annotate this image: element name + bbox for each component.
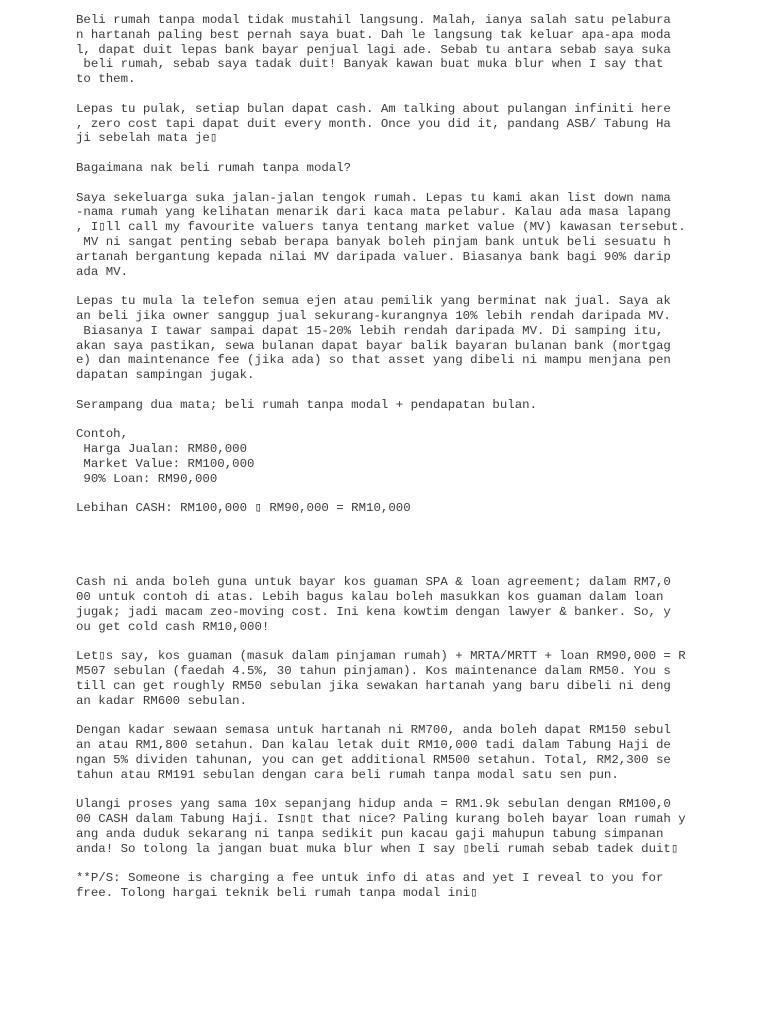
text-line: -nama rumah yang kelihatan menarik dari kaca mata pelabur. Kalau ada masa lapang <box>76 205 671 220</box>
text-line: 00 untuk contoh di atas. Lebih bagus kalau boleh masukkan kos guaman dalam loan <box>76 590 664 605</box>
text-line: Ulangi proses yang sama 10x sepanjang hidup anda = RM1.9k sebulan dengan RM100,0 <box>76 797 671 812</box>
text-line: Bagaimana nak beli rumah tanpa modal? <box>76 160 352 175</box>
document-body <box>76 13 696 916</box>
text-line: ou get cold cash RM10,000! <box>76 619 270 634</box>
text-line: M507 sebulan (faedah 4.5%, 30 tahun pinjaman). Kos maintenance dalam RM50. You s <box>76 664 671 679</box>
text-line: l, dapat duit lepas bank bayar penjual lagi ade. Sebab tu antara sebab saya suka <box>76 42 671 57</box>
text-line: **P/S: Someone is charging a fee untuk info di atas and yet I reveal to you for <box>76 871 664 886</box>
text-line: beli rumah, sebab saya tadak duit! Banyak kawan buat muka blur when I say that <box>76 57 664 72</box>
paragraph-ps <box>76 871 696 901</box>
text-line: , zero cost tapi dapat duit every month. Once you did it, pandang ASB/ Tabung Ha <box>76 116 671 131</box>
text-line: Beli rumah tanpa modal tidak mustahil langsung. Malah, ianya salah satu pelabura <box>76 13 671 27</box>
text-line: MV ni sangat penting sebab berapa banyak boleh pinjam bank untuk beli sesuatu h <box>76 234 671 249</box>
paragraph-example <box>76 427 696 486</box>
paragraph-valuers <box>76 191 696 280</box>
paragraph-excess-cash <box>76 501 696 516</box>
text-line: to them. <box>76 72 136 87</box>
text-line: Saya sekeluarga suka jalan-jalan tengok rumah. Lepas tu kami akan list down nama <box>76 190 671 205</box>
text-line: , I▯ll call my favourite valuers tanya tentang market value (MV) kawasan tersebut. <box>76 220 686 235</box>
text-line: an kadar RM600 sebulan. <box>76 693 248 708</box>
text-line: jugak; jadi macam zeo-moving cost. Ini kena kowtim dengan lawyer & banker. So, y <box>76 604 671 619</box>
text-line: an beli jika owner sanggup jual sekurang-kurangnya 10% lebih rendah daripada MV. <box>76 308 671 323</box>
text-line: ada MV. <box>76 264 129 279</box>
text-line: an atau RM1,800 setahun. Dan kalau letak duit RM10,000 tadi dalam Tabung Haji de <box>76 738 671 753</box>
text-line: 90% Loan: RM90,000 <box>76 471 218 486</box>
text-line: e) dan maintenance fee (jika ada) so that asset yang dibeli ni mampu menjana pen <box>76 353 671 368</box>
text-line: tahun atau RM191 sebulan dengan cara beli rumah tanpa modal satu sen pun. <box>76 767 619 782</box>
paragraph-intro <box>76 13 696 87</box>
paragraph-two-birds <box>76 398 696 413</box>
paragraph-installment <box>76 649 696 708</box>
text-line: Market Value: RM100,000 <box>76 456 255 471</box>
text-line: Lepas tu pulak, setiap bulan dapat cash. Am talking about pulangan infiniti here <box>76 101 671 116</box>
text-line: Contoh, <box>76 427 129 442</box>
text-line: Dengan kadar sewaan semasa untuk hartanah ni RM700, anda boleh dapat RM150 sebul <box>76 723 671 738</box>
text-line: ngan 5% dividen tahunan, you can get additional RM500 setahun. Total, RM2,300 se <box>76 752 671 767</box>
paragraph-rental <box>76 723 696 782</box>
text-line: dapatan sampingan jugak. <box>76 368 255 383</box>
text-line: till can get roughly RM50 sebulan jika sewakan hartanah yang baru dibeli ni deng <box>76 678 671 693</box>
text-line: Let▯s say, kos guaman (masuk dalam pinjaman rumah) + MRTA/MRTT + loan RM90,000 = R <box>76 649 686 664</box>
blank-space <box>76 531 696 575</box>
paragraph-legal-fees <box>76 575 696 634</box>
text-line: ang anda duduk sekarang ni tanpa sedikit pun kacau gaji mahupun tabung simpanan <box>76 826 664 841</box>
text-line: Harga Jualan: RM80,000 <box>76 442 248 457</box>
text-line: ji sebelah mata je▯ <box>76 131 218 146</box>
text-line: Lepas tu mula la telefon semua ejen atau pemilik yang berminat nak jual. Saya ak <box>76 294 671 309</box>
paragraph-question <box>76 161 696 176</box>
text-line: Lebihan CASH: RM100,000 ▯ RM90,000 = RM10,000 <box>76 501 411 516</box>
text-line: anda! So tolong la jangan buat muka blur when I say ▯beli rumah sebab tadek duit▯ <box>76 841 679 856</box>
text-line: Cash ni anda boleh guna untuk bayar kos guaman SPA & loan agreement; dalam RM7,0 <box>76 575 671 590</box>
text-line: Serampang dua mata; beli rumah tanpa modal + pendapatan bulan. <box>76 397 538 412</box>
text-line: 00 CASH dalam Tabung Haji. Isn▯t that nice? Paling kurang boleh bayar loan rumah y <box>76 812 686 827</box>
paragraph-monthly-cash <box>76 102 696 146</box>
text-line: artanah bergantung kepada nilai MV daripada valuer. Biasanya bank bagi 90% darip <box>76 249 671 264</box>
paragraph-repeat <box>76 797 696 856</box>
paragraph-agents <box>76 294 696 383</box>
text-line: n hartanah paling best pernah saya buat. Dah le langsung tak keluar apa-apa moda <box>76 27 671 42</box>
text-line: akan saya pastikan, sewa bulanan dapat bayar balik bayaran bulanan bank (mortgag <box>76 338 671 353</box>
text-line: Biasanya I tawar sampai dapat 15-20% lebih rendah daripada MV. Di samping itu, <box>76 323 664 338</box>
text-line: free. Tolong hargai teknik beli rumah tanpa modal ini▯ <box>76 886 478 901</box>
